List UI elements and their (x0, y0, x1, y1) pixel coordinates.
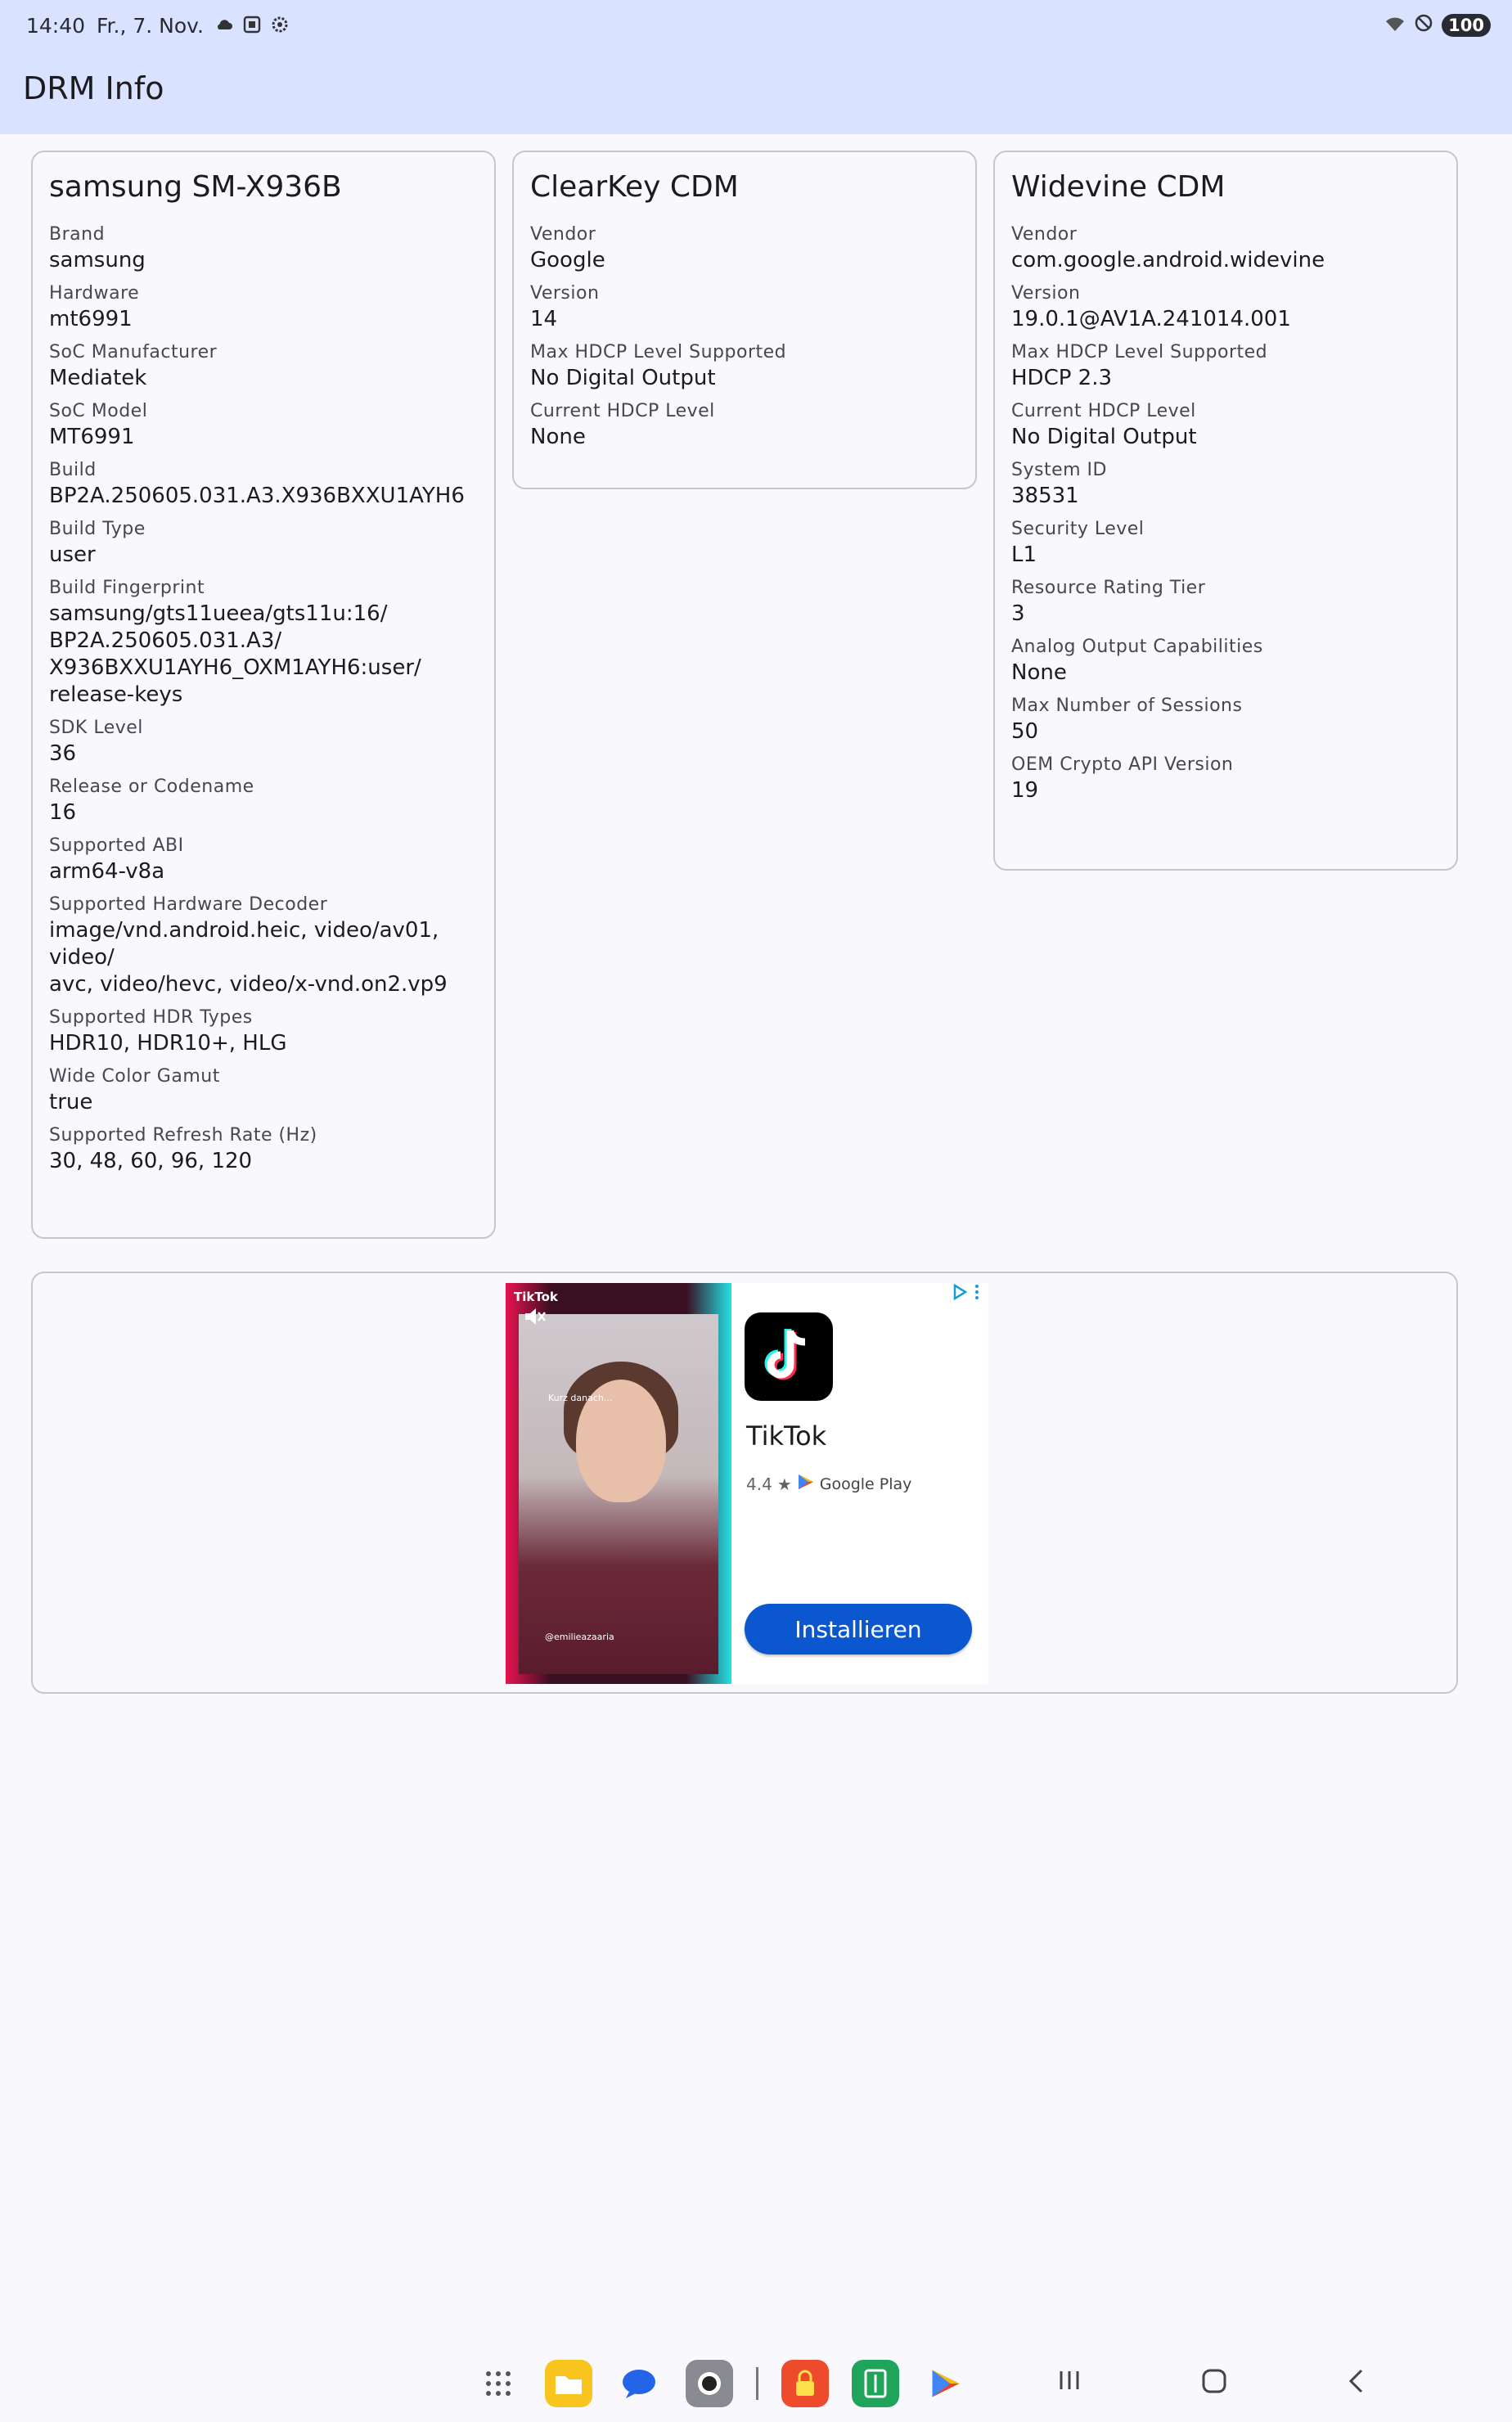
info-row (1011, 694, 1443, 745)
settings-gear-icon (270, 15, 290, 34)
info-row-value: com.google.android.widevine (1011, 248, 1325, 272)
info-row-value: arm64-v8a (49, 859, 165, 884)
info-row (49, 399, 481, 451)
back-button[interactable] (1347, 2368, 1366, 2394)
info-row-value: 19 (1011, 778, 1039, 803)
info-row-label: Max HDCP Level Supported (530, 342, 787, 362)
status-icons-left (214, 15, 290, 34)
info-row-value: 14 (530, 307, 558, 331)
ad-video-handle: @emilieazaaria (545, 1632, 614, 1642)
info-row (49, 716, 481, 768)
ad-video-frame (519, 1314, 718, 1674)
info-row-value: Google (530, 248, 605, 272)
recents-button[interactable] (1057, 2368, 1082, 2393)
info-row-label: Version (1011, 283, 1081, 304)
info-row (49, 1006, 481, 1057)
dock-separator (756, 2367, 758, 2400)
device-info-rows (49, 223, 481, 1182)
clearkey-card-title: ClearKey CDM (530, 170, 739, 204)
home-button[interactable] (1201, 2368, 1227, 2394)
info-row-value: No Digital Output (1011, 425, 1197, 449)
tiktok-app-icon[interactable] (745, 1312, 833, 1401)
info-row-value: mt6991 (49, 307, 133, 331)
info-row-value: No Digital Output (530, 366, 716, 390)
info-row (49, 281, 481, 333)
ad-store-label: Google Play (819, 1474, 912, 1493)
info-row-value: L1 (1011, 542, 1037, 567)
google-play-icon (797, 1473, 815, 1495)
info-row-label: Build Type (49, 519, 146, 539)
ad-video-brand: TikTok (514, 1290, 558, 1304)
info-row-value: None (530, 425, 586, 449)
info-row-value: 36 (49, 741, 77, 766)
camera-icon[interactable] (686, 2360, 733, 2407)
info-row (49, 458, 481, 510)
info-row-value: HDCP 2.3 (1011, 366, 1113, 390)
status-date: Fr., 7. Nov. (97, 14, 204, 38)
info-row-label: System ID (1011, 460, 1107, 480)
info-row-label: SDK Level (49, 718, 143, 738)
info-row (1011, 281, 1443, 333)
info-row-value: user (49, 542, 96, 567)
info-row-label: SoC Manufacturer (49, 342, 218, 362)
do-not-disturb-icon (1414, 13, 1433, 38)
info-row-value: None (1011, 660, 1067, 685)
info-row (49, 576, 481, 709)
info-row (49, 775, 481, 826)
info-row-value: 3 (1011, 601, 1025, 626)
info-row-value: samsung (49, 248, 146, 272)
status-bar (0, 0, 1512, 51)
cloud-icon (214, 15, 234, 34)
ad-rating-value: 4.4 (746, 1474, 772, 1494)
info-row (1011, 340, 1443, 392)
app-drawer-icon[interactable] (475, 2360, 522, 2407)
info-row (1011, 517, 1443, 569)
play-store-icon[interactable] (922, 2360, 970, 2407)
widevine-card-title: Widevine CDM (1011, 170, 1226, 204)
info-row (49, 517, 481, 569)
info-row-label: Security Level (1011, 519, 1145, 539)
info-row-label: Release or Codename (49, 777, 254, 797)
screenshot-icon (242, 15, 262, 34)
info-row (1011, 753, 1443, 804)
clearkey-cdm-card (512, 151, 977, 489)
page-title: DRM Info (23, 70, 164, 106)
messages-icon[interactable] (615, 2360, 663, 2407)
battery-icon: 100 (1442, 14, 1491, 37)
ad-banner-card (31, 1272, 1458, 1694)
clearkey-info-rows (530, 223, 962, 458)
secure-folder-icon[interactable] (781, 2360, 829, 2407)
wifi-icon (1384, 14, 1406, 38)
info-row (530, 281, 962, 333)
info-row (49, 893, 481, 998)
info-row-value: 30, 48, 60, 96, 120 (49, 1149, 253, 1173)
info-row-label: Version (530, 283, 600, 304)
ad-app-name: TikTok (746, 1420, 827, 1452)
info-row (530, 223, 962, 274)
info-row-label: Wide Color Gamut (49, 1066, 220, 1087)
widevine-info-rows (1011, 223, 1443, 812)
info-row (1011, 458, 1443, 510)
info-row-value: 50 (1011, 719, 1039, 744)
status-icons-right (1384, 13, 1491, 38)
info-row-label: SoC Model (49, 401, 148, 421)
info-row-label: Build (49, 460, 97, 480)
info-row (49, 834, 481, 885)
info-row (530, 399, 962, 451)
info-row-value: Mediatek (49, 366, 147, 390)
info-row-value: 38531 (1011, 484, 1079, 508)
info-row-label: OEM Crypto API Version (1011, 754, 1234, 775)
info-row (49, 1123, 481, 1175)
info-row-label: Max Number of Sessions (1011, 696, 1243, 716)
ad-video-thumbnail[interactable] (506, 1283, 731, 1684)
info-row-label: Supported Refresh Rate (Hz) (49, 1125, 317, 1146)
info-row-label: Vendor (530, 224, 596, 245)
info-row-value: true (49, 1090, 93, 1114)
info-row (1011, 399, 1443, 451)
info-row-label: Supported HDR Types (49, 1007, 253, 1028)
info-row-label: Hardware (49, 283, 140, 304)
files-icon[interactable] (545, 2360, 592, 2407)
info-row (1011, 223, 1443, 274)
info-row (49, 223, 481, 274)
info-row-value: BP2A.250605.031.A3.X936BXXU1AYH6 (49, 484, 465, 508)
info-row-value: 16 (49, 800, 77, 825)
widevine-cdm-card (993, 151, 1458, 871)
info-row-label: Brand (49, 224, 106, 245)
info-row (49, 1065, 481, 1116)
info-row-label: Supported ABI (49, 835, 184, 856)
install-button[interactable]: Installieren (745, 1604, 972, 1654)
device-card-title: samsung SM-X936B (49, 170, 342, 204)
ad-choices-icon[interactable] (952, 1283, 982, 1306)
info-row (1011, 635, 1443, 687)
info-row-label: Vendor (1011, 224, 1078, 245)
ad-app-panel[interactable] (731, 1283, 988, 1684)
info-row-value: HDR10, HDR10+, HLG (49, 1031, 287, 1056)
notes-icon[interactable] (852, 2360, 899, 2407)
status-time: 14:40 (26, 14, 86, 38)
info-row-label: Current HDCP Level (1011, 401, 1196, 421)
mute-icon[interactable] (522, 1304, 547, 1335)
info-row-label: Max HDCP Level Supported (1011, 342, 1268, 362)
info-row-label: Build Fingerprint (49, 578, 205, 598)
info-row (530, 340, 962, 392)
info-row-value: 19.0.1@AV1A.241014.001 (1011, 307, 1291, 331)
info-row-value: image/vnd.android.heic, video/av01, video/ avc, video/hevc, video/x-vnd.on2.vp9 (49, 918, 448, 997)
info-row-label: Supported Hardware Decoder (49, 894, 328, 915)
info-row-value: samsung/gts11ueea/gts11u:16/ BP2A.250605.031.A3/ X936BXXU1AYH6_OXM1AYH6:user/ release-keys (49, 601, 421, 707)
info-row-label: Analog Output Capabilities (1011, 637, 1263, 657)
taskbar-dock (475, 2360, 970, 2407)
info-row-label: Current HDCP Level (530, 401, 715, 421)
info-row-label: Resource Rating Tier (1011, 578, 1206, 598)
info-row-value: MT6991 (49, 425, 135, 449)
ad-video-caption: Kurz danach... (548, 1393, 613, 1403)
device-info-card (31, 151, 496, 1239)
navigation-bar (0, 2353, 1512, 2422)
star-icon: ★ (776, 1474, 792, 1494)
info-row (1011, 576, 1443, 628)
ad-rating-row (746, 1473, 911, 1495)
info-row (49, 340, 481, 392)
top-app-bar (0, 0, 1512, 134)
